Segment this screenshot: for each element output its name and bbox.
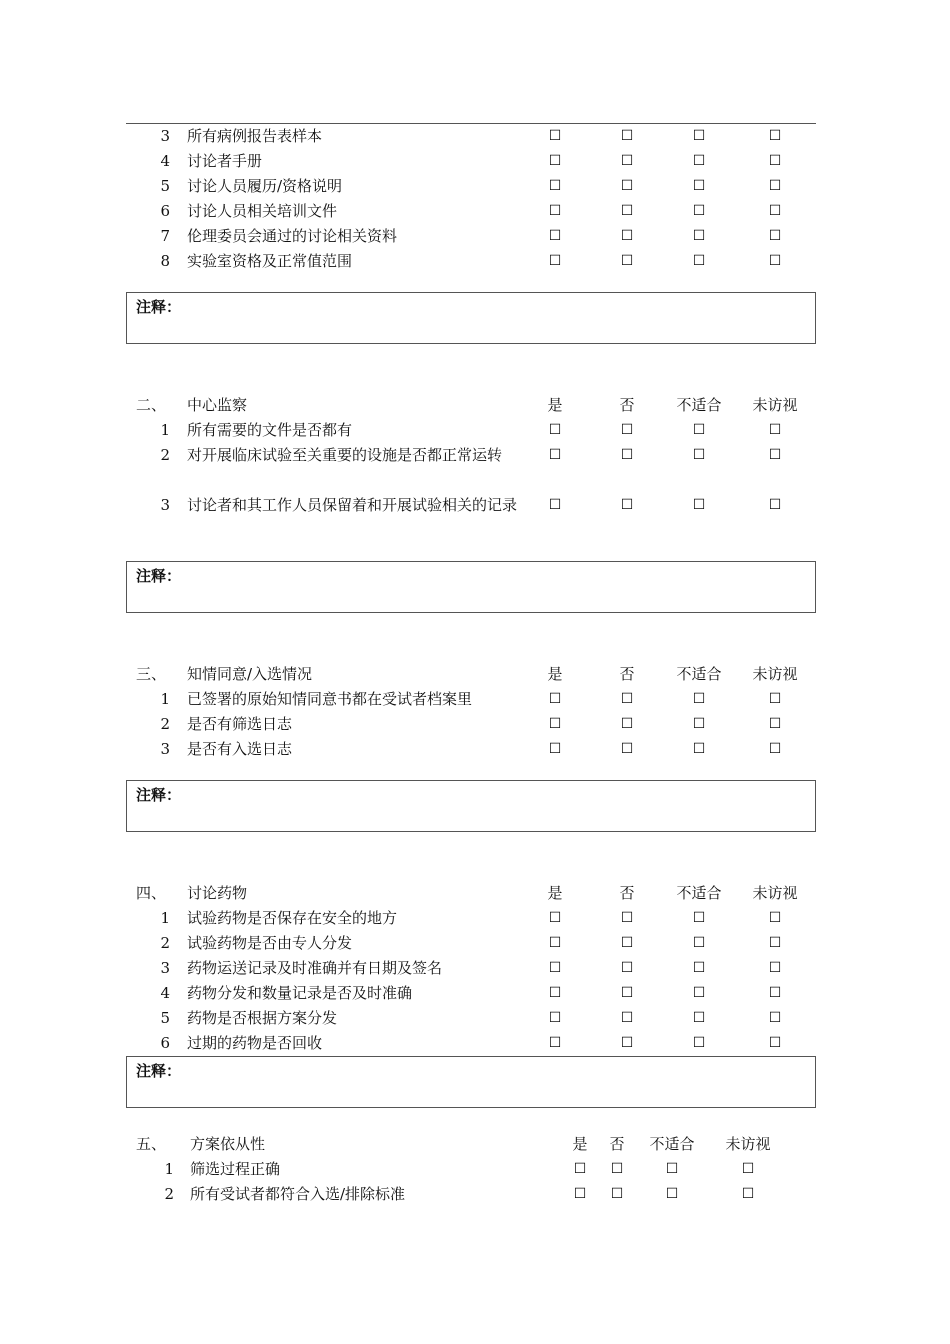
notes-label: 注释： bbox=[136, 1062, 182, 1080]
checkbox-not-visited[interactable]: ☐ bbox=[768, 935, 782, 951]
item-number: 1 bbox=[160, 690, 170, 708]
notes-box[interactable] bbox=[126, 1056, 816, 1108]
checkbox-na[interactable]: ☐ bbox=[692, 228, 706, 244]
checkbox-na[interactable]: ☐ bbox=[692, 447, 706, 463]
checkbox-yes[interactable]: ☐ bbox=[548, 203, 562, 219]
item-number: 1 bbox=[160, 909, 170, 927]
column-yes: 是 bbox=[547, 884, 563, 902]
item-text: 讨论人员履历/资格说明 bbox=[187, 177, 343, 195]
notes-label: 注释： bbox=[136, 786, 182, 804]
checkbox-yes[interactable]: ☐ bbox=[548, 128, 562, 144]
checkbox-not-visited[interactable]: ☐ bbox=[768, 447, 782, 463]
checkbox-no[interactable]: ☐ bbox=[610, 1161, 624, 1177]
list-item bbox=[126, 249, 816, 274]
item-number: 4 bbox=[160, 984, 170, 1002]
checkbox-na[interactable]: ☐ bbox=[692, 128, 706, 144]
checkbox-no[interactable]: ☐ bbox=[620, 497, 634, 513]
checkbox-na[interactable]: ☐ bbox=[692, 985, 706, 1001]
column-yes: 是 bbox=[547, 396, 563, 414]
checkbox-yes[interactable]: ☐ bbox=[573, 1186, 587, 1202]
checkbox-yes[interactable]: ☐ bbox=[548, 178, 562, 194]
checkbox-no[interactable]: ☐ bbox=[620, 153, 634, 169]
list-item bbox=[126, 687, 816, 712]
checkbox-not-visited[interactable]: ☐ bbox=[768, 1010, 782, 1026]
checkbox-no[interactable]: ☐ bbox=[620, 741, 634, 757]
checkbox-no[interactable]: ☐ bbox=[620, 422, 634, 438]
item-text: 所有病例报告表样本 bbox=[187, 127, 323, 145]
checkbox-not-visited[interactable]: ☐ bbox=[768, 128, 782, 144]
column-not-visited: 未访视 bbox=[752, 884, 798, 902]
column-no: 否 bbox=[619, 884, 635, 902]
list-item bbox=[126, 1031, 816, 1056]
column-not-visited: 未访视 bbox=[752, 665, 798, 683]
checkbox-yes[interactable]: ☐ bbox=[548, 1035, 562, 1051]
checkbox-not-visited[interactable]: ☐ bbox=[768, 691, 782, 707]
checkbox-na[interactable]: ☐ bbox=[692, 716, 706, 732]
item-number: 2 bbox=[160, 715, 170, 733]
item-text: 试验药物是否由专人分发 bbox=[187, 934, 353, 952]
item-number: 5 bbox=[160, 177, 170, 195]
list-item bbox=[126, 224, 816, 249]
section-title: 方案依从性 bbox=[190, 1135, 266, 1153]
list-item bbox=[126, 1006, 816, 1031]
checkbox-yes[interactable]: ☐ bbox=[548, 716, 562, 732]
checkbox-not-visited[interactable]: ☐ bbox=[768, 422, 782, 438]
item-text: 已签署的原始知情同意书都在受试者档案里 bbox=[187, 690, 473, 708]
column-no: 否 bbox=[619, 665, 635, 683]
checkbox-not-visited[interactable]: ☐ bbox=[768, 741, 782, 757]
list-item bbox=[126, 124, 816, 149]
item-text: 讨论人员相关培训文件 bbox=[187, 202, 338, 220]
column-na: 不适合 bbox=[676, 665, 722, 683]
item-text: 所有受试者都符合入选/排除标准 bbox=[190, 1185, 406, 1203]
section-title: 讨论药物 bbox=[187, 884, 248, 902]
list-item bbox=[126, 712, 816, 737]
checkbox-not-visited[interactable]: ☐ bbox=[741, 1161, 755, 1177]
item-text: 试验药物是否保存在安全的地方 bbox=[187, 909, 398, 927]
checkbox-no[interactable]: ☐ bbox=[620, 253, 634, 269]
section-header bbox=[126, 1132, 816, 1157]
section-header bbox=[126, 393, 816, 418]
checkbox-yes[interactable]: ☐ bbox=[573, 1161, 587, 1177]
column-na: 不适合 bbox=[649, 1135, 695, 1153]
checkbox-not-visited[interactable]: ☐ bbox=[768, 716, 782, 732]
list-item bbox=[126, 931, 816, 956]
column-yes: 是 bbox=[572, 1135, 588, 1153]
checkbox-yes[interactable]: ☐ bbox=[548, 910, 562, 926]
checkbox-not-visited[interactable]: ☐ bbox=[768, 228, 782, 244]
checkbox-yes[interactable]: ☐ bbox=[548, 741, 562, 757]
section-number: 三、 bbox=[136, 665, 167, 683]
column-na: 不适合 bbox=[676, 884, 722, 902]
checkbox-not-visited[interactable]: ☐ bbox=[768, 1035, 782, 1051]
list-item bbox=[126, 493, 816, 543]
item-number: 2 bbox=[160, 934, 170, 952]
checkbox-no[interactable]: ☐ bbox=[620, 935, 634, 951]
item-text: 是否有入选日志 bbox=[187, 740, 293, 758]
checkbox-not-visited[interactable]: ☐ bbox=[768, 178, 782, 194]
checkbox-yes[interactable]: ☐ bbox=[548, 253, 562, 269]
column-na: 不适合 bbox=[676, 396, 722, 414]
checkbox-no[interactable]: ☐ bbox=[610, 1186, 624, 1202]
checkbox-na[interactable]: ☐ bbox=[692, 153, 706, 169]
list-item bbox=[126, 1182, 816, 1207]
checkbox-no[interactable]: ☐ bbox=[620, 128, 634, 144]
item-number: 7 bbox=[160, 227, 170, 245]
section-number: 四、 bbox=[136, 884, 167, 902]
checkbox-na[interactable]: ☐ bbox=[692, 741, 706, 757]
item-text: 过期的药物是否回收 bbox=[187, 1034, 323, 1052]
item-text: 伦理委员会通过的讨论相关资料 bbox=[187, 227, 398, 245]
item-number: 4 bbox=[160, 152, 170, 170]
checkbox-na[interactable]: ☐ bbox=[665, 1186, 679, 1202]
section-number: 二、 bbox=[136, 396, 167, 414]
item-text: 对开展临床试验至关重要的设施是否都正常运转 bbox=[187, 446, 503, 464]
checkbox-not-visited[interactable]: ☐ bbox=[768, 203, 782, 219]
list-item bbox=[126, 199, 816, 224]
item-number: 5 bbox=[160, 1009, 170, 1027]
item-number: 1 bbox=[164, 1160, 174, 1178]
checkbox-no[interactable]: ☐ bbox=[620, 716, 634, 732]
item-text: 药物是否根据方案分发 bbox=[187, 1009, 338, 1027]
item-text: 讨论者和其工作人员保留着和开展试验相关的记录 bbox=[187, 496, 518, 514]
item-number: 3 bbox=[160, 496, 170, 514]
checkbox-not-visited[interactable]: ☐ bbox=[768, 985, 782, 1001]
section-header bbox=[126, 662, 816, 687]
notes-box[interactable] bbox=[126, 292, 816, 344]
list-item bbox=[126, 174, 816, 199]
checkbox-na[interactable]: ☐ bbox=[692, 1010, 706, 1026]
checkbox-na[interactable]: ☐ bbox=[692, 497, 706, 513]
checkbox-na[interactable]: ☐ bbox=[692, 253, 706, 269]
column-no: 否 bbox=[619, 396, 635, 414]
column-not-visited: 未访视 bbox=[725, 1135, 771, 1153]
list-item bbox=[126, 149, 816, 174]
item-number: 6 bbox=[160, 202, 170, 220]
checkbox-yes[interactable]: ☐ bbox=[548, 497, 562, 513]
checkbox-yes[interactable]: ☐ bbox=[548, 960, 562, 976]
checkbox-na[interactable]: ☐ bbox=[692, 691, 706, 707]
column-no: 否 bbox=[609, 1135, 625, 1153]
checkbox-na[interactable]: ☐ bbox=[692, 422, 706, 438]
checkbox-not-visited[interactable]: ☐ bbox=[768, 960, 782, 976]
checkbox-no[interactable]: ☐ bbox=[620, 910, 634, 926]
checkbox-not-visited[interactable]: ☐ bbox=[741, 1186, 755, 1202]
checkbox-not-visited[interactable]: ☐ bbox=[768, 497, 782, 513]
checkbox-no[interactable]: ☐ bbox=[620, 447, 634, 463]
checkbox-no[interactable]: ☐ bbox=[620, 691, 634, 707]
checkbox-no[interactable]: ☐ bbox=[620, 1035, 634, 1051]
checkbox-yes[interactable]: ☐ bbox=[548, 228, 562, 244]
list-item bbox=[126, 956, 816, 981]
list-item bbox=[126, 443, 816, 493]
item-text: 实验室资格及正常值范围 bbox=[187, 252, 353, 270]
item-number: 2 bbox=[164, 1185, 174, 1203]
item-number: 3 bbox=[160, 127, 170, 145]
checkbox-yes[interactable]: ☐ bbox=[548, 985, 562, 1001]
checkbox-na[interactable]: ☐ bbox=[665, 1161, 679, 1177]
checkbox-no[interactable]: ☐ bbox=[620, 178, 634, 194]
checkbox-no[interactable]: ☐ bbox=[620, 203, 634, 219]
checkbox-yes[interactable]: ☐ bbox=[548, 935, 562, 951]
item-number: 8 bbox=[160, 252, 170, 270]
notes-box[interactable] bbox=[126, 561, 816, 613]
checkbox-na[interactable]: ☐ bbox=[692, 910, 706, 926]
checkbox-not-visited[interactable]: ☐ bbox=[768, 253, 782, 269]
item-number: 3 bbox=[160, 740, 170, 758]
checkbox-no[interactable]: ☐ bbox=[620, 960, 634, 976]
item-number: 2 bbox=[160, 446, 170, 464]
checkbox-yes[interactable]: ☐ bbox=[548, 1010, 562, 1026]
item-number: 6 bbox=[160, 1034, 170, 1052]
notes-label: 注释： bbox=[136, 567, 182, 585]
item-text: 讨论者手册 bbox=[187, 152, 263, 170]
checkbox-na[interactable]: ☐ bbox=[692, 960, 706, 976]
item-text: 药物运送记录及时准确并有日期及签名 bbox=[187, 959, 443, 977]
list-item bbox=[126, 418, 816, 443]
notes-label: 注释： bbox=[136, 298, 182, 316]
section-header bbox=[126, 881, 816, 906]
section-title: 中心监察 bbox=[187, 396, 248, 414]
checkbox-na[interactable]: ☐ bbox=[692, 1035, 706, 1051]
checkbox-na[interactable]: ☐ bbox=[692, 178, 706, 194]
checkbox-not-visited[interactable]: ☐ bbox=[768, 153, 782, 169]
item-number: 1 bbox=[160, 421, 170, 439]
list-item bbox=[126, 981, 816, 1006]
column-yes: 是 bbox=[547, 665, 563, 683]
checkbox-no[interactable]: ☐ bbox=[620, 228, 634, 244]
item-text: 药物分发和数量记录是否及时准确 bbox=[187, 984, 413, 1002]
list-item bbox=[126, 737, 816, 762]
checkbox-yes[interactable]: ☐ bbox=[548, 447, 562, 463]
checkbox-no[interactable]: ☐ bbox=[620, 985, 634, 1001]
item-number: 3 bbox=[160, 959, 170, 977]
checkbox-yes[interactable]: ☐ bbox=[548, 422, 562, 438]
checkbox-na[interactable]: ☐ bbox=[692, 203, 706, 219]
checkbox-yes[interactable]: ☐ bbox=[548, 691, 562, 707]
item-text: 筛选过程正确 bbox=[190, 1160, 281, 1178]
column-not-visited: 未访视 bbox=[752, 396, 798, 414]
item-text: 是否有筛选日志 bbox=[187, 715, 293, 733]
section-title: 知情同意/入选情况 bbox=[187, 665, 313, 683]
checkbox-yes[interactable]: ☐ bbox=[548, 153, 562, 169]
item-text: 所有需要的文件是否都有 bbox=[187, 421, 353, 439]
checkbox-na[interactable]: ☐ bbox=[692, 935, 706, 951]
checkbox-not-visited[interactable]: ☐ bbox=[768, 910, 782, 926]
list-item bbox=[126, 906, 816, 931]
list-item bbox=[126, 1157, 816, 1182]
notes-box[interactable] bbox=[126, 780, 816, 832]
checkbox-no[interactable]: ☐ bbox=[620, 1010, 634, 1026]
section-number: 五、 bbox=[136, 1135, 167, 1153]
